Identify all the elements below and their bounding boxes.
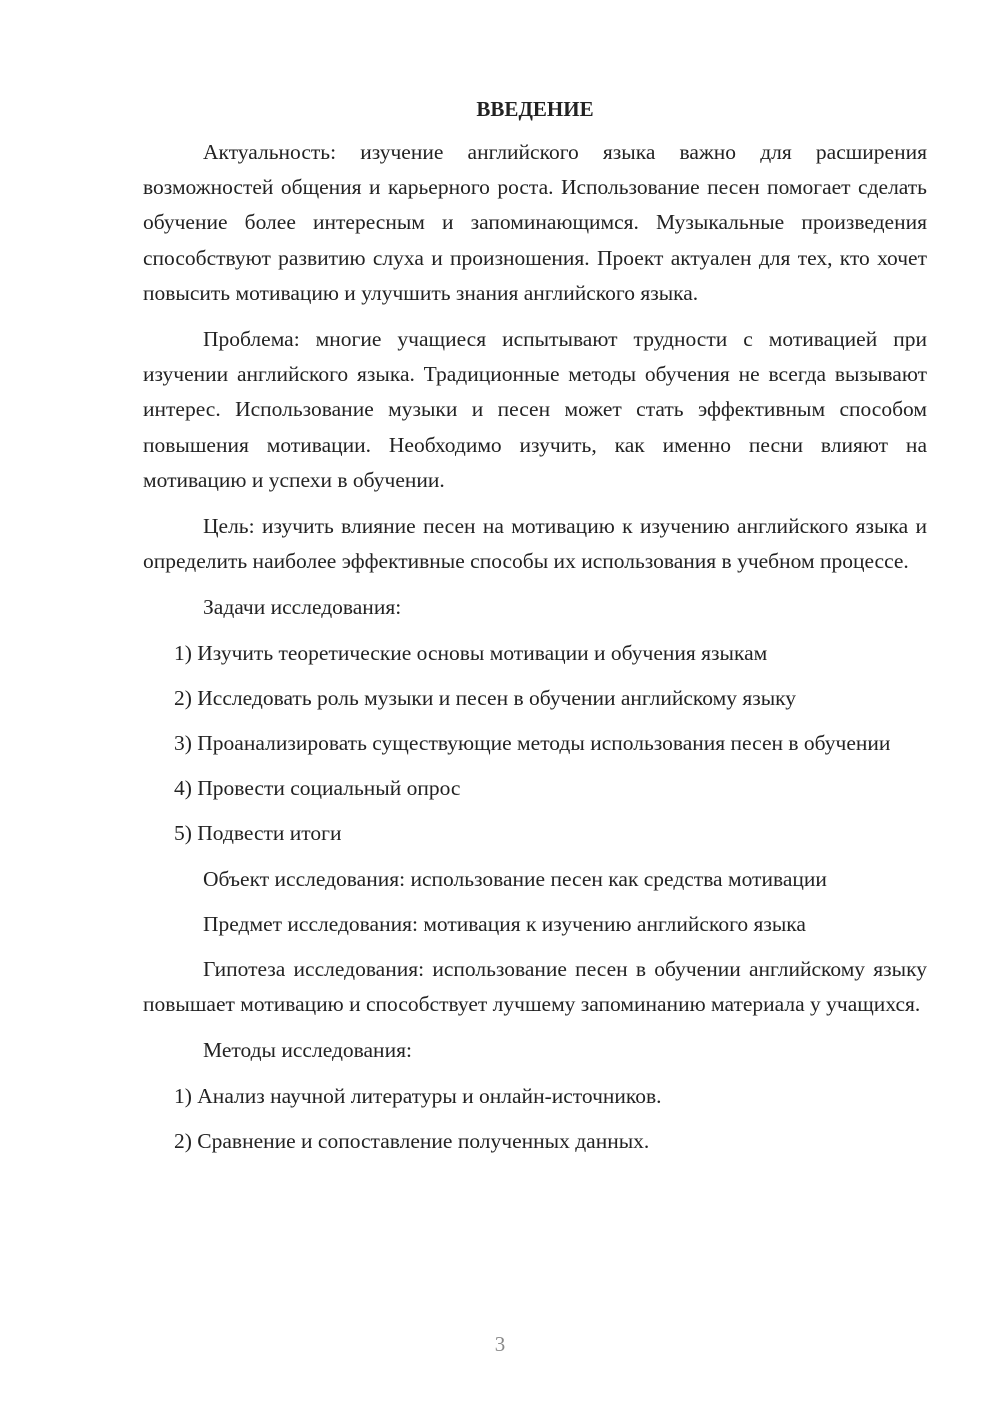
method-item-1: 1) Анализ научной литературы и онлайн-источников. — [174, 1083, 662, 1108]
section-title: ВВЕДЕНИЕ — [476, 97, 594, 121]
subject-line: Предмет исследования: мотивация к изучению английского языка — [203, 911, 806, 936]
methods-heading: Методы исследования: — [203, 1038, 412, 1063]
tasks-heading: Задачи исследования: — [203, 595, 402, 620]
task-item-4: 4) Провести социальный опрос — [174, 776, 461, 801]
task-item-3: 3) Проанализировать существующие методы использования песен в обучении — [174, 731, 891, 756]
relevance-paragraph: Актуальность: изучение английского языка важно для расширения возможностей общения и карьерного роста. Использование песен помогает сделать обучение более интересным и запоминающимся. Музыкальные произведения способствуют развитию слуха и произношения. Проект актуален для тех, кто хочет повысить мотивацию и улучшить знания английского языка. — [143, 140, 927, 305]
method-item-2: 2) Сравнение и сопоставление полученных данных. — [174, 1128, 650, 1153]
object-line: Объект исследования: использование песен как средства мотивации — [203, 866, 827, 891]
hypothesis-paragraph: Гипотеза исследования: использование песен в обучении английскому языку повышает мотивацию и способствует лучшему запоминанию материала у учащихся. — [143, 957, 927, 1017]
page-number: 3 — [494, 1332, 506, 1356]
page-content — [143, 92, 927, 1169]
task-item-5: 5) Подвести итоги — [174, 821, 342, 846]
problem-paragraph: Проблема: многие учащиеся испытывают трудности с мотивацией при изучении английского языка. Традиционные методы обучения не всегда вызывают интерес. Использование музыки и песен может стать эффективным способом повышения мотивации. Необходимо изучить, как именно песни влияют на мотивацию и успехи в обучении. — [143, 327, 927, 492]
task-item-2: 2) Исследовать роль музыки и песен в обучении английскому языку — [174, 685, 797, 710]
task-item-1: 1) Изучить теоретические основы мотивации и обучения языкам — [174, 640, 768, 665]
goal-paragraph: Цель: изучить влияние песен на мотивацию к изучению английского языка и определить наиболее эффективные способы их использования в учебном процессе. — [143, 514, 927, 574]
